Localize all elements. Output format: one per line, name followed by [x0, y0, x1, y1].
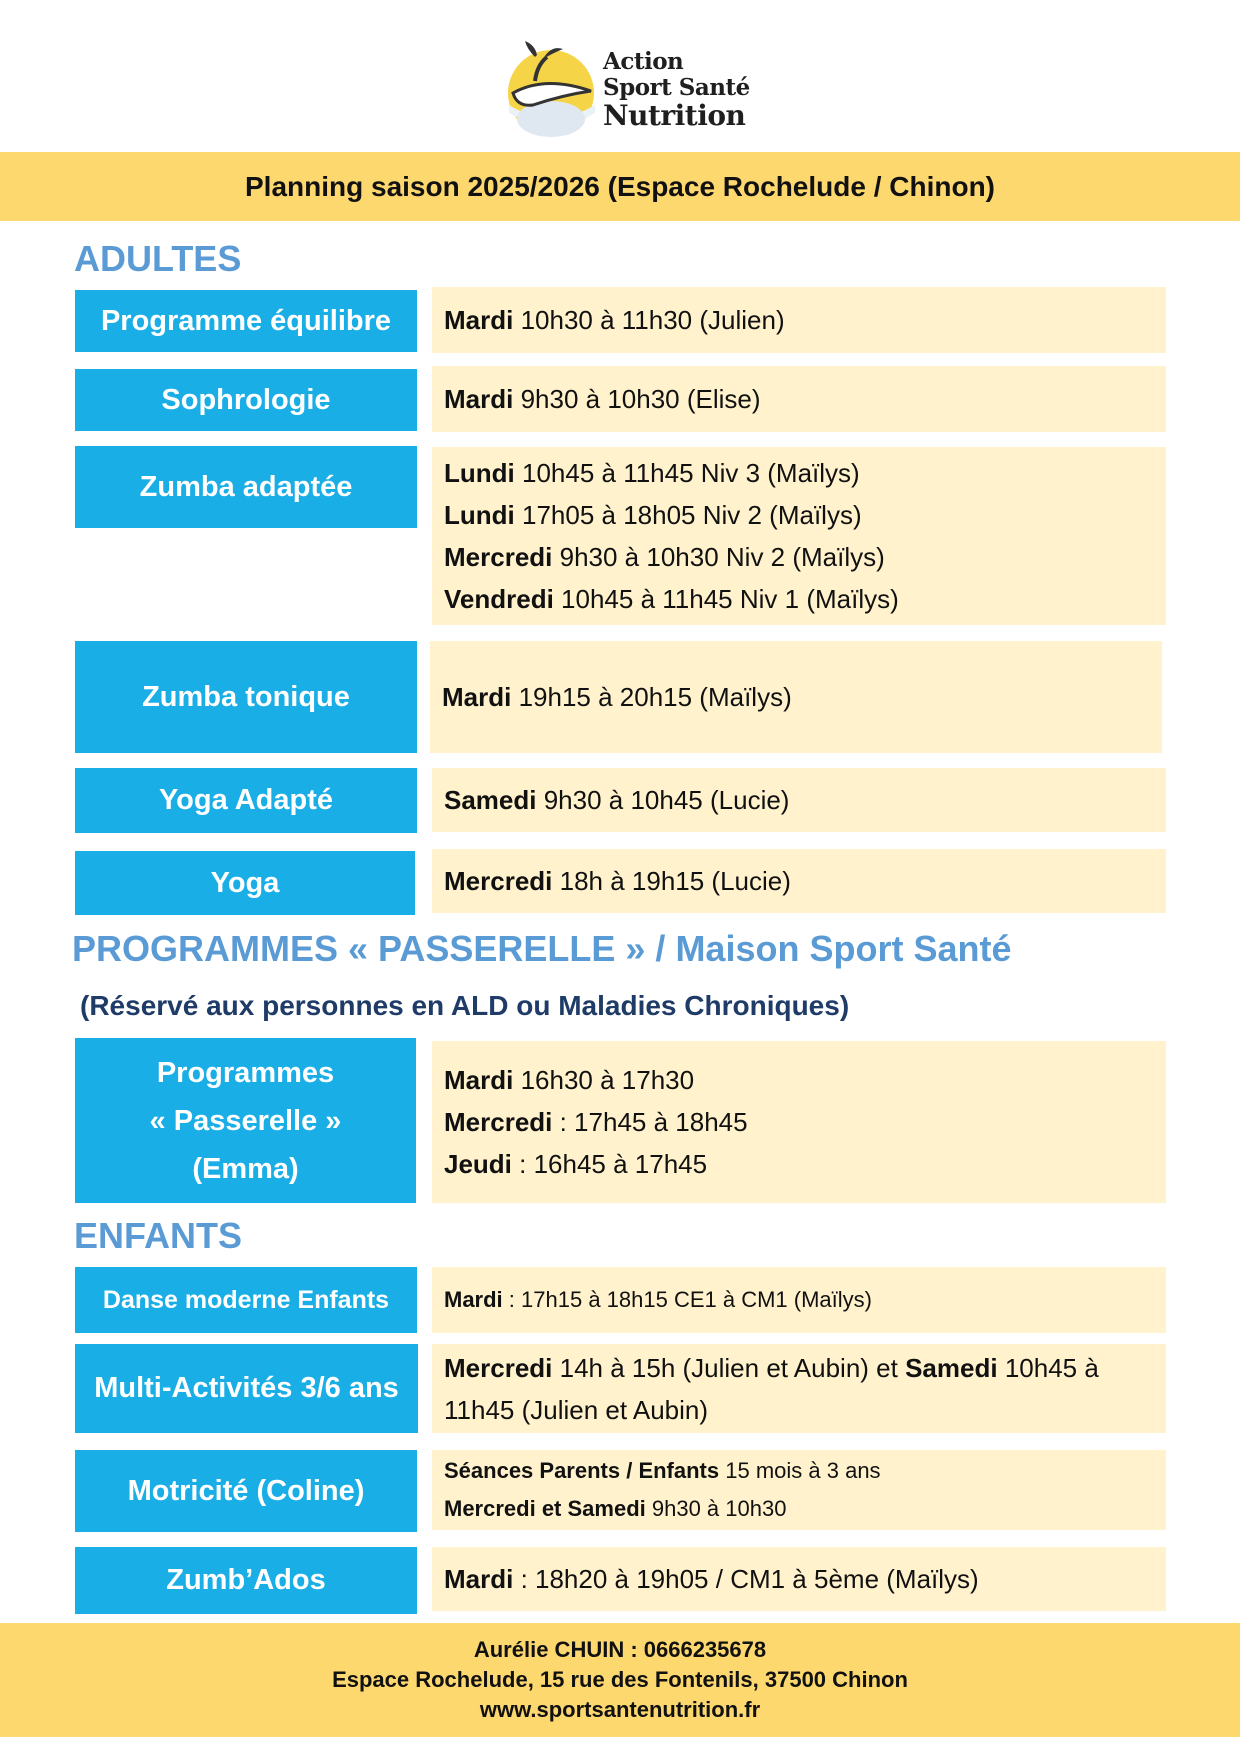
schedule-box [432, 1041, 1166, 1203]
logo-text [603, 49, 750, 131]
schedule-box [432, 1450, 1166, 1530]
activity-label: Danse moderne Enfants [75, 1267, 417, 1333]
logo-line-3: Nutrition [603, 99, 746, 132]
schedule-line [444, 299, 1166, 341]
schedule-line [444, 1059, 1166, 1101]
logo [505, 35, 765, 145]
footer-address: Espace Rochelude, 15 rue des Fontenils, 37500 Chinon [332, 1667, 908, 1692]
schedule-day: Séances Parents / Enfants [444, 1458, 720, 1483]
activity-label: Sophrologie [75, 369, 417, 431]
activity-label: Multi-Activités 3/6 ans [75, 1344, 418, 1433]
activity-label: Zumb’Ados [75, 1547, 417, 1614]
schedule-box [432, 1267, 1166, 1333]
schedule-time: : 18h20 à 19h05 / CM1 à 5ème (Maïlys) [513, 1564, 979, 1594]
activity-label: Zumba adaptée [75, 446, 417, 528]
schedule-time: 9h30 à 10h30 Niv 2 (Maïlys) [552, 542, 885, 572]
schedule-line [444, 1347, 1136, 1431]
schedule-line [444, 1558, 1166, 1600]
schedule-time: 10h45 à 11h45 Niv 1 (Maïlys) [553, 584, 899, 614]
schedule-box [432, 1547, 1166, 1611]
schedule-box [432, 849, 1166, 913]
schedule-time: : 17h15 à 18h15 CE1 à CM1 (Maïlys) [502, 1287, 872, 1312]
schedule-time: 14h à 15h (Julien et Aubin) et [552, 1352, 906, 1383]
activity-label-passerelle [75, 1038, 416, 1203]
schedule-line [444, 1490, 1166, 1528]
schedule-day: Mercredi [444, 866, 553, 896]
schedule-box [432, 1344, 1166, 1433]
schedule-time: 17h05 à 18h05 Niv 2 (Maïlys) [514, 500, 862, 530]
schedule-day: Jeudi [444, 1149, 512, 1179]
section-title-enfants: ENFANTS [74, 1215, 243, 1256]
footer-contact: Aurélie CHUIN : 0666235678 [473, 1637, 767, 1662]
schedule-box [432, 366, 1166, 432]
schedule-line [444, 578, 1166, 620]
schedule-time: 19h15 à 20h15 (Maïlys) [511, 682, 792, 712]
schedule-time: 15 mois à 3 ans [719, 1458, 881, 1483]
logo-emblem-icon [505, 35, 605, 145]
schedule-time: 9h30 à 10h45 (Lucie) [536, 785, 790, 815]
schedule-day: Samedi [444, 785, 537, 815]
schedule-day: Mercredi et Samedi [444, 1496, 646, 1521]
section-title-adultes: ADULTES [74, 238, 242, 279]
section-note-passerelle: (Réservé aux personnes en ALD ou Maladies Chroniques) [80, 990, 850, 1021]
schedule-time: 10h30 à 11h30 (Julien) [513, 305, 785, 335]
schedule-time: 10h45 à 11h45 Niv 3 (Maïlys) [514, 458, 860, 488]
schedule-time: 16h30 à 17h30 [513, 1065, 695, 1095]
activity-label: Motricité (Coline) [75, 1450, 417, 1532]
schedule-day: Vendredi [444, 584, 554, 614]
footer-website-link[interactable]: www.sportsantenutrition.fr [479, 1697, 761, 1722]
schedule-day: Mardi [444, 1287, 503, 1312]
schedule-day: Mardi [444, 1564, 514, 1594]
footer [0, 1623, 1240, 1737]
activity-label: Yoga Adapté [75, 768, 417, 833]
schedule-line [444, 779, 1166, 821]
schedule-box [430, 641, 1162, 753]
schedule-line [444, 1452, 1166, 1490]
schedule-time: 10h45 à 11h45 (Julien et Aubin) [444, 1352, 1099, 1425]
schedule-day: Samedi [905, 1352, 998, 1383]
schedule-line [442, 676, 1162, 718]
schedule-line [444, 452, 1166, 494]
page-title: Planning saison 2025/2026 (Espace Rochelude / Chinon) [245, 170, 995, 202]
schedule-box [432, 768, 1166, 832]
schedule-line [444, 378, 1166, 420]
schedule-box [432, 287, 1166, 353]
schedule-line [444, 1143, 1166, 1185]
activity-label: Zumba tonique [75, 641, 417, 753]
schedule-time: 9h30 à 10h30 [645, 1496, 787, 1521]
schedule-day: Lundi [444, 500, 515, 530]
label-line: « Passerelle » [149, 1104, 342, 1137]
schedule-day: Lundi [444, 458, 515, 488]
activity-label: Yoga [75, 851, 415, 915]
schedule-day: Mercredi [444, 1352, 553, 1383]
logo-line-2: Sport Santé [603, 74, 750, 101]
schedule-day: Mardi [444, 305, 514, 335]
schedule-line [444, 1101, 1166, 1143]
schedule-time: 9h30 à 10h30 (Elise) [513, 384, 761, 414]
title-band [0, 152, 1240, 221]
schedule-day: Mardi [444, 1065, 514, 1095]
schedule-time: : 16h45 à 17h45 [511, 1149, 708, 1179]
schedule-line [444, 536, 1166, 578]
schedule-line [444, 494, 1166, 536]
schedule-time: 18h à 19h15 (Lucie) [552, 866, 791, 896]
activity-label: Programme équilibre [75, 290, 417, 352]
logo-line-1: Action [603, 48, 684, 75]
schedule-line [444, 860, 1166, 902]
schedule-day: Mercredi [444, 542, 553, 572]
schedule-day: Mardi [442, 682, 512, 712]
schedule-day: Mercredi [444, 1107, 553, 1137]
schedule-time: : 17h45 à 18h45 [552, 1107, 748, 1137]
section-title-passerelle: PROGRAMMES « PASSERELLE » / Maison Sport Santé [72, 928, 1012, 969]
schedule-day: Mardi [444, 384, 514, 414]
label-line: Programmes [156, 1056, 335, 1089]
label-line: (Emma) [192, 1152, 299, 1185]
schedule-box [432, 447, 1166, 625]
schedule-line [444, 1281, 1166, 1319]
